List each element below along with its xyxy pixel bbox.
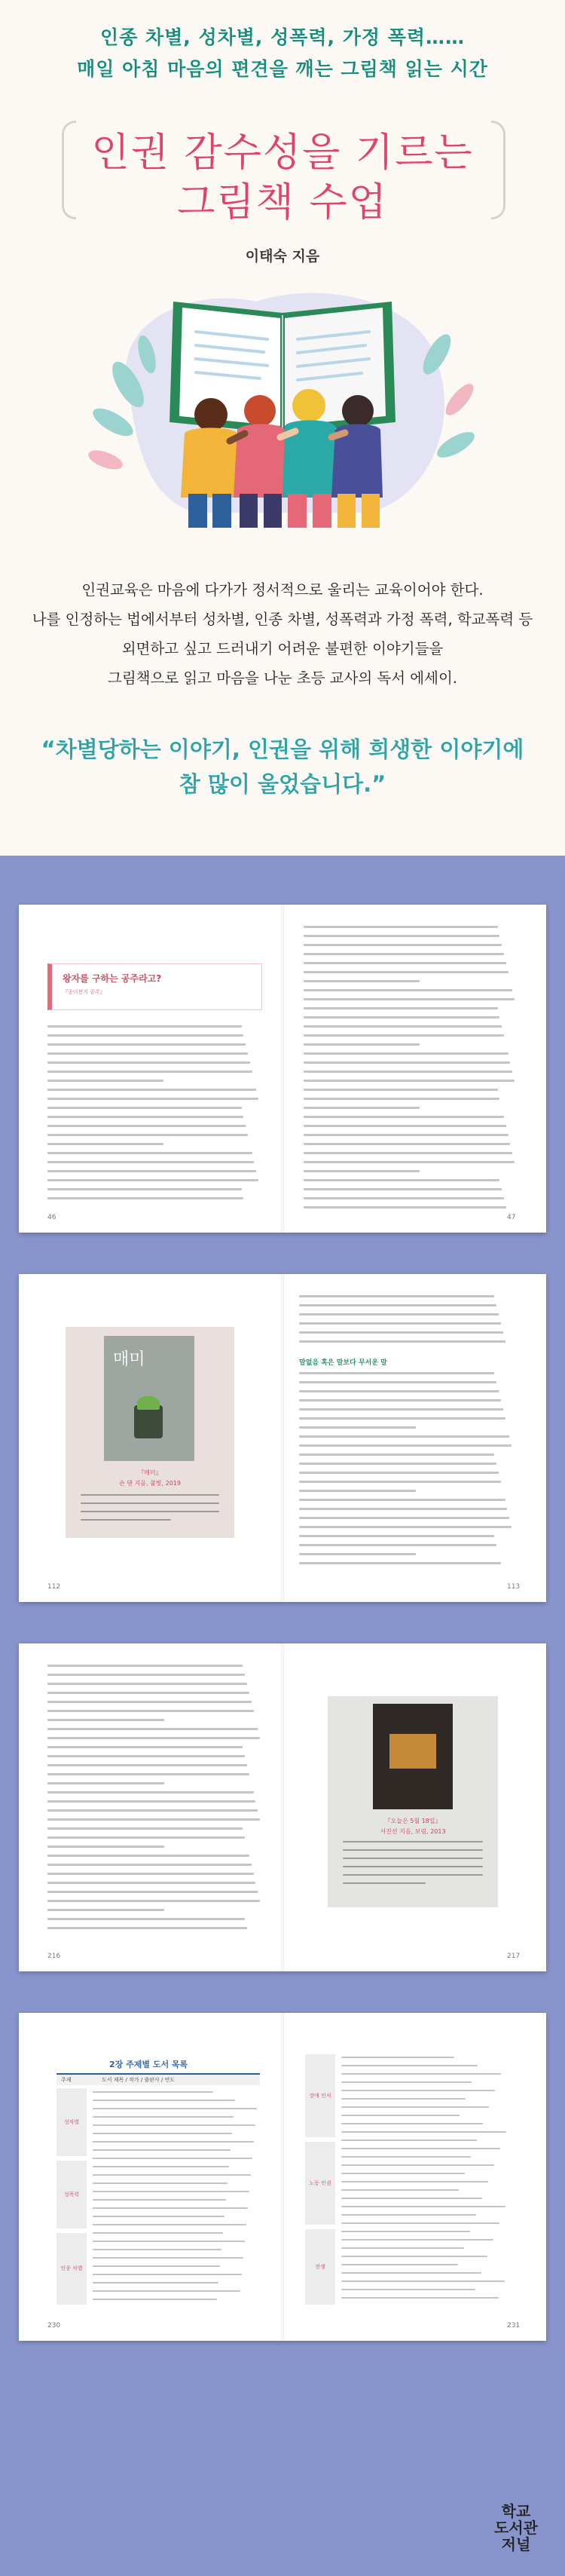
text-line <box>47 1918 245 1920</box>
text-line <box>47 1855 249 1857</box>
text-line <box>299 1553 416 1555</box>
text-line <box>47 1827 243 1830</box>
text-line <box>47 1773 249 1775</box>
text-line <box>47 1891 258 1893</box>
text-line <box>304 1043 420 1046</box>
chapter-box-title: 왕자를 구하는 공주라고? <box>63 973 162 984</box>
text-line <box>47 1845 164 1848</box>
table-rows-right <box>19 2013 546 2341</box>
category-right-2: 노동 인권 <box>305 2142 335 2225</box>
logo-line1: 학교 <box>501 2502 531 2520</box>
text-line <box>304 1080 515 1082</box>
text-line <box>304 1188 502 1190</box>
quote-line2: 참 많이 울었습니다.” <box>179 771 386 797</box>
cover-illustration <box>389 1734 436 1769</box>
caption-text <box>343 1841 483 1894</box>
text-line <box>304 1197 504 1199</box>
text-line <box>299 1472 499 1474</box>
page-number-left: 46 <box>47 1214 56 1221</box>
book-cover-title: 매미 <box>113 1350 145 1369</box>
category-right-3: 전쟁 <box>305 2229 335 2305</box>
table-row <box>341 2239 493 2241</box>
text-line <box>299 1340 505 1343</box>
logo-line3: 저널 <box>501 2535 531 2553</box>
text-line <box>299 1295 494 1297</box>
caption-title: 『오늘은 5월 18일』 <box>384 1818 441 1824</box>
text-line <box>304 1052 508 1055</box>
section-heading: 말없음 혹은 말보다 무서운 말 <box>299 1359 387 1367</box>
book-title-line2: 그림책 수업 <box>177 180 388 225</box>
text-line <box>304 953 504 955</box>
table-row <box>341 2198 482 2199</box>
text-line <box>47 1728 258 1730</box>
text-line <box>299 1499 505 1501</box>
text-line <box>299 1508 507 1510</box>
text-line <box>299 1331 503 1334</box>
table-row <box>341 2164 494 2166</box>
text-line <box>304 989 512 991</box>
text-line <box>304 1143 510 1145</box>
caption-line <box>343 1858 483 1859</box>
text-line <box>304 935 499 937</box>
text-line <box>47 1719 164 1721</box>
text-line <box>47 1746 243 1748</box>
text-line <box>304 1161 515 1163</box>
text-line <box>47 1873 254 1875</box>
table-row <box>341 2189 459 2191</box>
text-line <box>47 1836 245 1839</box>
table-row <box>341 2148 500 2149</box>
text-line <box>304 1179 499 1181</box>
text-line <box>47 1927 247 1929</box>
table-row <box>341 2222 499 2224</box>
spread-2 <box>19 1274 546 1602</box>
table-header-topic: 주제 <box>61 2077 72 2083</box>
table-row <box>341 2181 488 2182</box>
caption-line <box>343 1866 483 1867</box>
table-row <box>341 2081 472 2083</box>
text-line <box>299 1304 496 1306</box>
text-line <box>304 980 420 982</box>
page-number-right: 217 <box>507 1953 521 1960</box>
text-line <box>299 1417 505 1420</box>
quote-line1: “차별당하는 이야기, 인권을 위해 희생한 이야기에 <box>41 737 524 762</box>
text-line <box>47 1701 252 1703</box>
table-row <box>341 2057 454 2058</box>
text-line <box>47 1864 252 1866</box>
text-line <box>304 1125 506 1127</box>
text-line <box>299 1463 496 1465</box>
caption-line <box>343 1841 483 1842</box>
book-cover-may18 <box>373 1704 453 1809</box>
text-line <box>304 1098 499 1100</box>
text-line <box>299 1526 512 1528</box>
category-left-1: 성차별 <box>56 2088 87 2156</box>
page-number-right: 113 <box>507 1583 521 1591</box>
table-row <box>341 2131 506 2133</box>
description-line2: 나를 인정하는 법에서부터 성차별, 인종 차별, 성폭력과 가정 폭력, 학교폭력 등 <box>32 611 533 628</box>
text-line <box>47 1809 258 1812</box>
text-line <box>47 1782 164 1784</box>
text-line <box>304 1170 420 1172</box>
text-line <box>47 1764 247 1766</box>
table-row <box>341 2090 495 2091</box>
text-line <box>304 926 498 928</box>
text-line <box>304 1061 510 1064</box>
text-line <box>299 1390 499 1392</box>
text-line <box>47 1683 247 1685</box>
text-line <box>299 1322 501 1325</box>
category-left-2: 성폭력 <box>56 2161 87 2228</box>
table-row <box>341 2156 471 2158</box>
text-line <box>47 1737 260 1739</box>
text-line <box>304 1016 499 1018</box>
text-line <box>47 1818 260 1821</box>
text-line <box>304 962 506 964</box>
text-line <box>299 1481 501 1483</box>
text-line <box>299 1399 501 1401</box>
hero-subtitle-line2: 매일 아침 마음의 편견을 깨는 그림책 읽는 시간 <box>77 58 488 80</box>
caption-author: 숀 탠 지음, 풀빛, 2019 <box>119 1480 181 1487</box>
category-right-1: 장애 인식 <box>305 2054 335 2137</box>
description-line4: 그림책으로 읽고 마음을 나눈 초등 교사의 독서 에세이. <box>107 669 457 687</box>
page-number-left: 216 <box>47 1953 61 1960</box>
table-row <box>341 2231 470 2232</box>
text-line <box>47 1710 254 1712</box>
text-line <box>47 1791 254 1793</box>
table-row <box>341 2264 458 2265</box>
spread-3 <box>19 1643 546 1971</box>
text-line <box>304 1116 504 1118</box>
caption-line <box>343 1874 483 1876</box>
text-line <box>304 1107 420 1109</box>
text-line <box>299 1562 501 1564</box>
text-line <box>304 1071 512 1073</box>
text-line <box>299 1408 503 1411</box>
category-left-3: 인종 차별 <box>56 2233 87 2305</box>
table-row <box>341 2289 475 2290</box>
spread-1 <box>19 905 546 1233</box>
caption-author: 서진선 지음, 보림, 2013 <box>380 1828 446 1835</box>
text-line <box>304 1025 502 1028</box>
text-block-right <box>19 1274 546 1602</box>
text-line <box>299 1444 512 1447</box>
book-title-line1: 인권 감수성을 기르는 <box>91 130 474 176</box>
logo-line2: 도서관 <box>494 2519 538 2537</box>
description-line1: 인권교육은 마음에 다가가 정서적으로 울리는 교육이어야 한다. <box>81 581 484 599</box>
table-row <box>341 2065 478 2066</box>
table-row <box>341 2106 489 2108</box>
page-number-right: 47 <box>507 1214 516 1221</box>
publisher-logo <box>493 2503 539 2553</box>
illustration-children-reading <box>83 271 482 528</box>
text-line <box>47 1909 164 1911</box>
text-line <box>304 971 508 973</box>
text-line <box>299 1517 509 1519</box>
table-row <box>341 2214 476 2216</box>
spread-4 <box>19 2013 546 2341</box>
text-line <box>299 1490 416 1492</box>
author: 이태숙 지음 <box>245 248 320 265</box>
text-line <box>47 1692 249 1694</box>
page-number-left: 230 <box>47 2322 61 2329</box>
caption-title: 『매미』 <box>138 1469 162 1476</box>
description-line3: 외면하고 싶고 드러내기 어려운 불편한 이야기들을 <box>121 640 444 657</box>
table-row <box>341 2123 483 2124</box>
page-number-right: 231 <box>507 2322 521 2329</box>
table-row <box>341 2272 481 2274</box>
text-line <box>47 1665 243 1667</box>
page-number-left: 112 <box>47 1583 61 1591</box>
text-block-right <box>19 905 546 1233</box>
text-line <box>299 1453 494 1456</box>
hero-subtitle-line1: 인종 차별, 성차별, 성폭력, 가정 폭력…… <box>99 26 466 48</box>
chapter-box-subtitle: 『종이봉지 공주』 <box>63 989 105 995</box>
text-line <box>304 1152 512 1154</box>
text-line <box>304 1134 508 1136</box>
table-header-books: 도서 제목 / 작가 / 출판사 / 연도 <box>102 2077 176 2083</box>
text-line <box>47 1674 245 1676</box>
text-line <box>304 944 502 946</box>
table-row <box>341 2173 465 2174</box>
text-line <box>47 1882 255 1884</box>
text-line <box>47 1900 260 1902</box>
text-line <box>299 1426 416 1429</box>
table-row <box>341 2297 499 2299</box>
text-line <box>304 1206 506 1208</box>
hero-section <box>0 0 565 856</box>
table-row <box>341 2140 477 2141</box>
text-line <box>304 998 515 1000</box>
table-row <box>341 2280 505 2282</box>
text-line <box>299 1313 499 1316</box>
text-line <box>47 1800 255 1803</box>
text-line <box>304 1007 498 1009</box>
table-row <box>341 2073 501 2075</box>
table-row <box>341 2247 464 2249</box>
table-row <box>341 2256 487 2257</box>
text-line <box>299 1544 496 1546</box>
text-line <box>47 1755 245 1757</box>
text-line <box>304 1089 498 1091</box>
caption-line <box>343 1882 426 1884</box>
text-line <box>299 1372 494 1374</box>
text-line <box>299 1381 496 1383</box>
text-line <box>299 1435 509 1438</box>
text-line <box>299 1535 494 1537</box>
table-row <box>341 2115 460 2116</box>
table-row <box>341 2098 466 2100</box>
table-row <box>341 2206 505 2207</box>
table-title: 2장 주제별 도서 목록 <box>109 2060 188 2069</box>
caption-line <box>343 1849 483 1851</box>
text-line <box>304 1034 504 1037</box>
